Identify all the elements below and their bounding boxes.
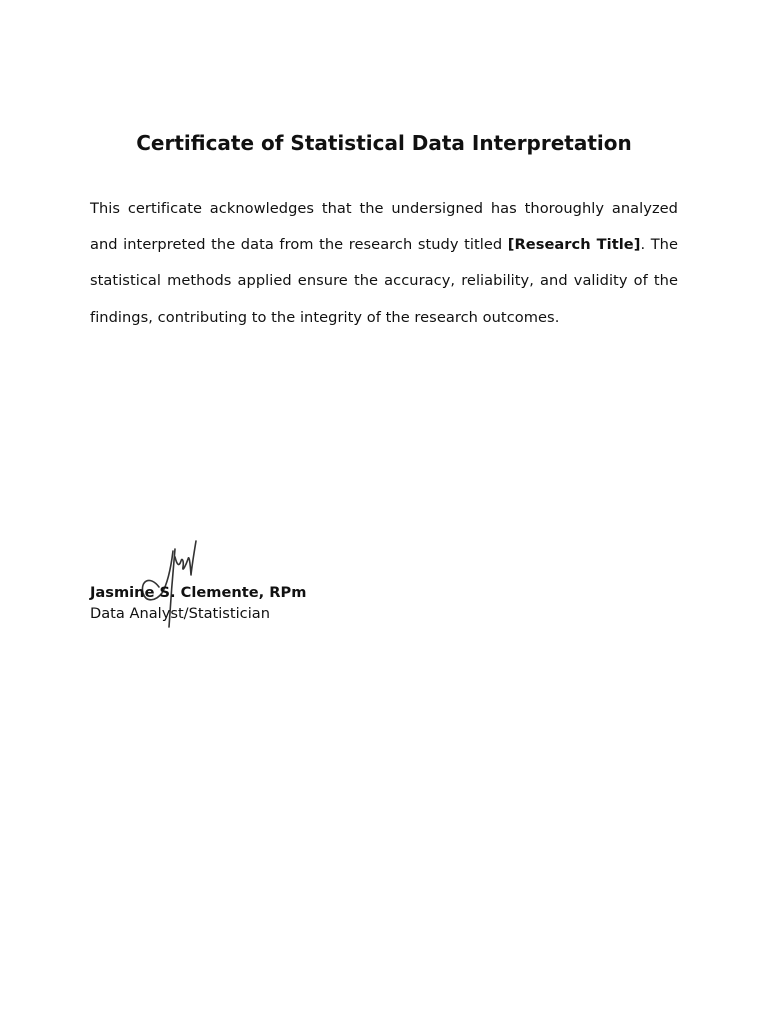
signatory-name: Jasmine S. Clemente, RPm	[90, 584, 307, 601]
signatory-role: Data Analyst/Statistician	[90, 605, 270, 622]
certificate-body-paragraph	[90, 191, 678, 336]
paragraph-text-after: . The statistical methods applied ensure the accuracy, reliability, and validity of the findings, contributing to the integrity of the research outcomes.	[90, 236, 678, 326]
paragraph-text-before: This certificate acknowledges that the undersigned has thoroughly analyzed and interpreted the data from the research study titled	[90, 200, 678, 254]
research-title-placeholder: [Research Title]	[507, 236, 641, 254]
certificate-title: Certificate of Statistical Data Interpretation	[136, 131, 632, 155]
signature-flourish-stroke	[175, 541, 196, 575]
